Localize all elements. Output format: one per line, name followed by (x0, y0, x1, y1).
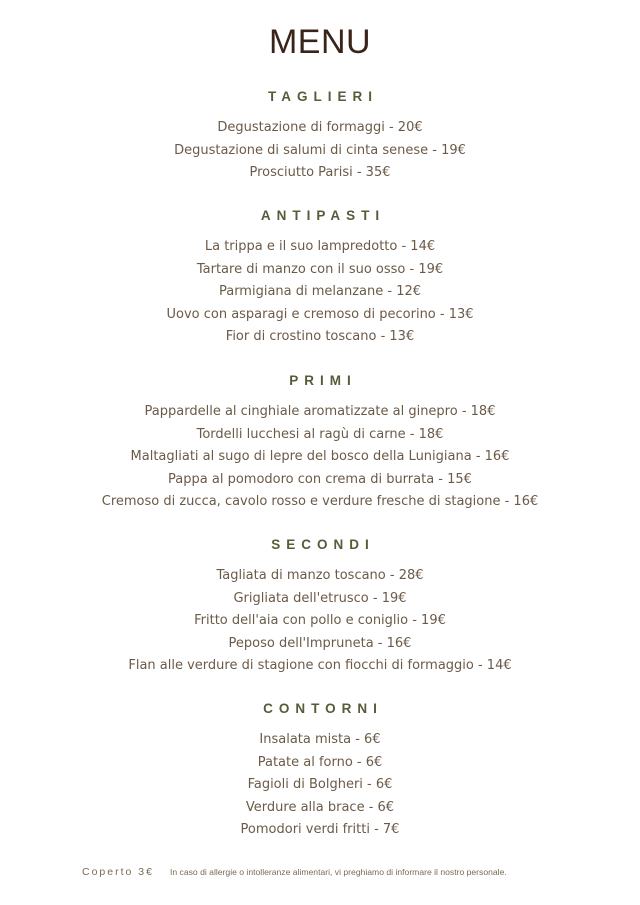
dish-item: Peposo dell'Impruneta - 16€ (228, 635, 412, 651)
dish-list (0, 117, 640, 185)
section-contorni (0, 698, 640, 842)
section-antipasti (0, 205, 640, 349)
cover-charge: Coperto 3€ (82, 866, 154, 878)
section-secondi (0, 534, 640, 678)
footer (0, 863, 640, 881)
allergy-note: In caso di allergie o intolleranze alimentari, vi preghiamo di informare il nostro personale. (170, 867, 507, 877)
section-heading: SECONDI (271, 537, 375, 552)
dish-list (0, 565, 640, 678)
section-heading: ANTIPASTI (260, 208, 386, 223)
dish-item: Maltagliati al sugo di lepre del bosco della Lunigiana - 16€ (130, 449, 510, 464)
dish-item: Tartare di manzo con il suo osso - 19€ (196, 261, 444, 277)
dish-item: Flan alle verdure di stagione con fiocchi di formaggio - 14€ (128, 658, 512, 673)
dish-item: Verdure alla brace - 6€ (245, 799, 395, 815)
section-heading: PRIMI (289, 373, 357, 388)
dish-list (0, 401, 640, 514)
dish-item: Parmigiana di melanzane - 12€ (218, 284, 422, 299)
dish-item: Patate al forno - 6€ (257, 754, 383, 770)
dish-item: Fagioli di Bolgheri - 6€ (247, 777, 393, 792)
dish-item: Insalata mista - 6€ (259, 732, 381, 747)
dish-list (0, 729, 640, 842)
section-heading: CONTORNI (263, 701, 383, 716)
dish-item: Pappa al pomodoro con crema di burrata - 15€ (168, 471, 472, 487)
dish-item: Grigliata dell'etrusco - 19€ (233, 590, 407, 606)
dish-item: Prosciutto Parisi - 35€ (249, 165, 391, 180)
dish-item: Cremoso di zucca, cavolo rosso e verdure fresche di stagione - 16€ (101, 494, 539, 509)
dish-list (0, 236, 640, 349)
section-primi (0, 370, 640, 514)
dish-item: Pappardelle al cinghiale aromatizzate al ginepro - 18€ (144, 404, 496, 419)
page-title: MENU (268, 23, 372, 61)
dish-item: La trippa e il suo lampredotto - 14€ (204, 239, 436, 254)
dish-item: Pomodori verdi fritti - 7€ (240, 822, 400, 837)
dish-item: Fior di crostino toscano - 13€ (225, 329, 415, 344)
dish-item: Uovo con asparagi e cremoso di pecorino - 13€ (166, 306, 474, 322)
section-heading: TAGLIERI (268, 89, 378, 104)
dish-item: Tagliata di manzo toscano - 28€ (216, 568, 424, 583)
dish-item: Tordelli lucchesi al ragù di carne - 18€ (196, 426, 444, 442)
section-taglieri (0, 86, 640, 185)
dish-item: Fritto dell'aia con pollo e coniglio - 19€ (194, 613, 446, 628)
dish-item: Degustazione di salumi di cinta senese - 19€ (174, 142, 466, 158)
dish-item: Degustazione di formaggi - 20€ (217, 120, 423, 135)
